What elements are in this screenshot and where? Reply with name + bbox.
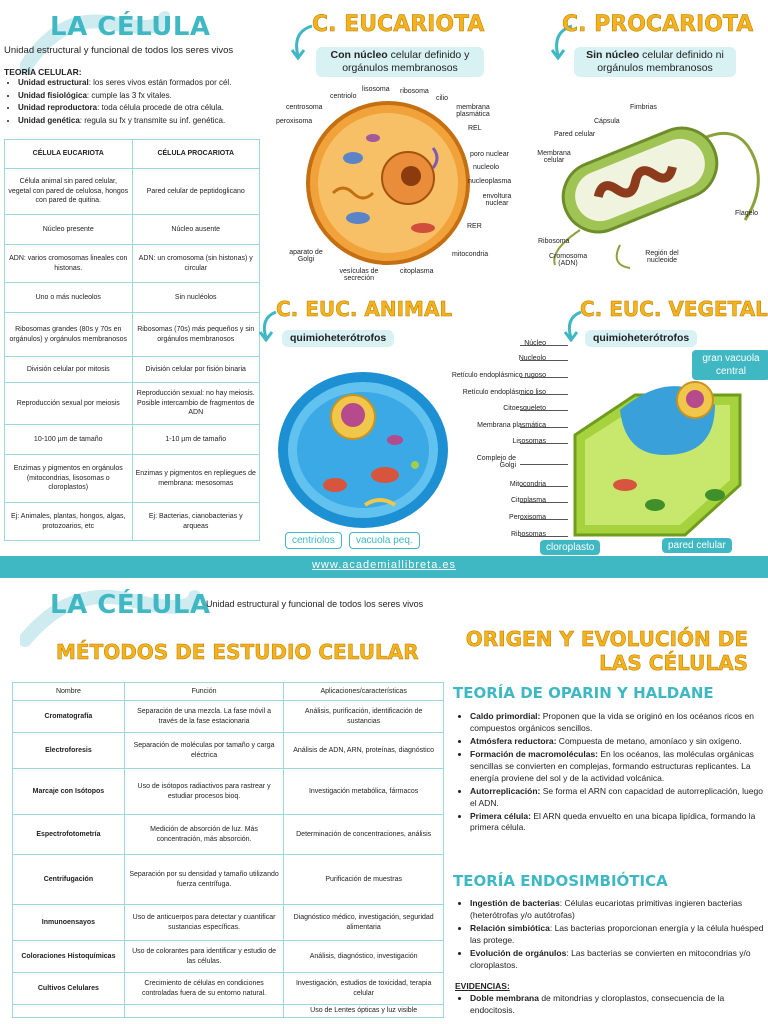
cell-theory-item	[18, 90, 276, 101]
eukaryote-title: C. EUCARIOTA	[312, 12, 485, 37]
prokaryote-label: Cápsula	[594, 118, 620, 125]
table-cell: Análisis de ADN, ARN, proteínas, diagnóstico	[284, 733, 444, 769]
table-row	[13, 905, 444, 941]
methods-title: MÉTODOS DE ESTUDIO CELULAR	[56, 640, 419, 664]
eukaryote-label: ribosoma	[400, 88, 429, 95]
comparison-table-wrap	[4, 139, 260, 541]
table-cell: Purificación de muestras	[284, 855, 444, 905]
origin-title	[456, 627, 748, 675]
table-cell: Pared celular de peptidoglicano	[132, 169, 260, 215]
organelle-label: Peroxisoma	[509, 514, 546, 521]
table-cell	[124, 1005, 283, 1018]
table-cell: 10-100 µm de tamaño	[5, 425, 133, 455]
oparin-item-text: En los océanos, las moléculas orgánicas sencillas se convierten en complejas, formando estructuras replicantes. La energía proviene del sol y de la actividad volcánica.	[470, 749, 754, 783]
table-header: CÉLULA PROCARIOTA	[132, 140, 260, 169]
table-cell: Reproducción sexual: no hay meiosis. Posible intercambio de fragmentos de ADN	[132, 383, 260, 425]
prokaryote-label: Fimbrias	[630, 104, 657, 111]
table-header: Nombre	[13, 683, 125, 701]
table-cell: Espectrofotometría	[13, 815, 125, 855]
oparin-item	[470, 736, 768, 748]
eukaryote-label: envoltura nuclear	[482, 193, 512, 207]
oparin-item-text: Compuesta de metano, amoníaco y sin oxígeno.	[556, 735, 742, 746]
cell-theory-item-text: : cumple las 3 fx vitales.	[86, 90, 172, 100]
eukaryote-label: vesículas de secreción	[339, 268, 379, 282]
methods-table-wrap	[12, 682, 444, 1018]
table-cell: Centrifugación	[13, 855, 125, 905]
eukaryote-label: lisosoma	[362, 86, 390, 93]
oparin-item-text: El ARN queda envuelto en una bicapa lipídica, formando la primera célula.	[470, 810, 756, 833]
table-cell: Electroforesis	[13, 733, 125, 769]
eukaryote-label: RER	[467, 223, 482, 230]
eukaryote-label: poro nuclear	[470, 151, 509, 158]
cell-theory-item-bold: Unidad genética	[18, 115, 80, 125]
table-header: Función	[124, 683, 283, 701]
table-cell: Análisis, purificación, identificación de sustancias	[284, 701, 444, 733]
table-cell: División celular por mitosis	[5, 357, 133, 383]
table-cell: Separación por su densidad y tamaño utilizando fuerza centrífuga.	[124, 855, 283, 905]
prokaryote-title: C. PROCARIOTA	[562, 12, 754, 37]
eukaryote-label: cilio	[436, 95, 449, 102]
prokaryote-label: Región del nucleoide	[645, 250, 679, 264]
oparin-list	[456, 711, 768, 836]
table-cell: Núcleo presente	[5, 215, 133, 245]
organelle-leader-line	[520, 394, 568, 395]
organelle-label: Nucleolo	[518, 355, 546, 362]
table-row	[13, 855, 444, 905]
eukaryote-label: aparato de Golgi	[289, 249, 323, 263]
prokaryote-label: Flagelo	[735, 210, 758, 217]
cell-theory-list	[4, 77, 276, 126]
endosymbiotic-item-bold: Ingestión de bacterias	[470, 898, 560, 908]
oparin-title: TEORÍA DE OPARIN Y HALDANE	[453, 684, 714, 702]
eukaryote-label: nucleoplasma	[468, 178, 512, 185]
plant-cell-illustration	[565, 365, 750, 540]
eukaryote-label: REL	[468, 125, 482, 132]
animal-tag-centrioles: centriolos	[285, 532, 342, 549]
eukaryote-label: nucleolo	[473, 164, 500, 171]
cell-theory-item-text: : regula su fx y transmite su inf. genética.	[79, 115, 226, 125]
table-cell: Enzimas y pigmentos en repliegues de membrana: mesosomas	[132, 455, 260, 503]
cell-theory-label: TEORÍA CELULAR:	[4, 67, 82, 77]
organelle-label: Retículo endoplásmico rugoso	[451, 372, 546, 379]
table-row	[5, 455, 260, 503]
eukaryote-label: membrana plasmática	[456, 104, 490, 118]
origin-title-line2: LAS CÉLULAS	[599, 651, 748, 675]
oparin-item-bold: Caldo primordial:	[470, 711, 541, 721]
table-cell: Crecimiento de células en condiciones controladas fuera de su entorno natural.	[124, 973, 283, 1005]
table-cell: Célula animal sin pared celular, vegetal con pared de celulosa, hongos con pared de quitina.	[5, 169, 133, 215]
table-cell: Uso de isótopos radiactivos para rastrear y estudiar procesos bioq.	[124, 769, 283, 815]
table-cell: Uno o más nucleolos	[5, 283, 133, 313]
organelle-label: Citoesqueleto	[503, 405, 546, 412]
table-row	[13, 815, 444, 855]
animal-cell-tag: quimioheterótrofos	[282, 330, 394, 347]
endosymbiotic-item	[470, 948, 768, 971]
table-cell: Diagnóstico médico, investigación, seguridad alimentaria	[284, 905, 444, 941]
oparin-item	[470, 711, 768, 734]
table-cell	[13, 1005, 125, 1018]
oparin-item-bold: Autorreplicación:	[470, 785, 541, 796]
organelle-label: Lisosomas	[512, 438, 546, 445]
eukaryote-desc-text: celular definido y orgánulos membranosos	[342, 49, 470, 75]
cell-theory	[4, 67, 276, 127]
table-cell: Ej: Animales, plantas, hongos, algas, protozoarios, etc	[5, 503, 133, 541]
prokaryote-label: Pared celular	[554, 131, 596, 138]
plant-cell-title: C. EUC. VEGETAL	[580, 297, 768, 321]
endosymbiotic-item-text: : Las bacterias se convierten en mitocondrias y/o cloroplastos.	[470, 947, 751, 970]
eukaryote-label: centriolo	[330, 93, 357, 100]
organelle-leader-line	[520, 519, 568, 520]
table-header: CÉLULA EUCARIOTA	[5, 140, 133, 169]
table-cell: Uso de Lentes ópticas y luz visible	[284, 1005, 444, 1018]
table-cell: Investigación metabólica, fármacos	[284, 769, 444, 815]
organelle-label: Complejo de Golgi	[476, 455, 516, 469]
page-title: LA CÉLULA	[50, 12, 211, 42]
table-row	[13, 769, 444, 815]
plant-tag-central-vacuole: gran vacuola central	[692, 350, 768, 380]
organelle-leader-line	[520, 486, 568, 487]
oparin-item-text: Se forma el ARN con capacidad de autorreplicación, luego el ADN.	[470, 785, 763, 808]
table-cell: Medición de absorción de luz. Más concentración, más absorción.	[124, 815, 283, 855]
table-cell: Ribosomas (70s) más pequeños y sin orgánulos membranosos	[132, 313, 260, 357]
eukaryote-label: centrosoma	[286, 104, 323, 111]
cell-theory-item-text: : los seres vivos están formados por cél.	[88, 78, 232, 87]
evidence-item-text: de mitondrias y cloroplastos, consecuencia de la endocitosis.	[470, 993, 725, 1015]
table-cell: Uso de anticuerpos para detectar y cuantificar sustancias específicas.	[124, 905, 283, 941]
cell-theory-item	[18, 102, 276, 113]
prokaryote-label: Cromosoma (ADN)	[549, 253, 588, 267]
evidence-item-bold: Doble membrana	[470, 993, 539, 1003]
comparison-table	[4, 139, 260, 541]
table-cell: Uso de colorantes para identificar y estudio de las células.	[124, 941, 283, 973]
eukaryote-label: mitocondria	[452, 251, 489, 258]
oparin-item	[470, 749, 768, 784]
table-cell: Análisis, diagnóstico, investigación	[284, 941, 444, 973]
organelle-leader-line	[520, 443, 568, 444]
organelle-leader-line	[520, 427, 568, 428]
prokaryote-cell-illustration	[540, 100, 768, 270]
organelle-leader-line	[520, 464, 568, 465]
evidence-item	[470, 993, 768, 1016]
animal-cell-title: C. EUC. ANIMAL	[276, 297, 453, 321]
table-cell: Coloraciones Histoquímicas	[13, 941, 125, 973]
table-cell: Ej: Bacterias, cianobacterias y arqueas	[132, 503, 260, 541]
table-cell: Investigación, estudios de toxicidad, terapia celular	[284, 973, 444, 1005]
endosymbiotic-item-text: : Las bacterias proporcionan energía y la célula huésped las protege.	[470, 922, 764, 945]
organelle-leader-line	[520, 536, 568, 537]
table-cell: 1-10 µm de tamaño	[132, 425, 260, 455]
table-row	[5, 503, 260, 541]
oparin-item-bold: Atmósfera reductora:	[470, 735, 557, 746]
table-cell: Reproducción sexual por meiosis	[5, 383, 133, 425]
evidence-label: EVIDENCIAS:	[455, 981, 510, 991]
methods-table	[12, 682, 444, 1018]
table-cell: ADN: un cromosoma (sin histonas) y circular	[132, 245, 260, 283]
eukaryote-desc-bold: Con núcleo	[330, 49, 388, 61]
eukaryote-label: peroxisoma	[276, 118, 313, 125]
table-row	[5, 215, 260, 245]
table-header: Aplicaciones/características	[284, 683, 444, 701]
organelle-label: Retículo endoplásmico liso	[462, 389, 546, 396]
table-cell: Núcleo ausente	[132, 215, 260, 245]
page-title-2: LA CÉLULA	[50, 590, 211, 620]
table-cell: Separación de una mezcla. La fase móvil a través de la fase estacionaria	[124, 701, 283, 733]
table-row	[13, 733, 444, 769]
cell-theory-item-text: : toda célula procede de otra célula.	[97, 103, 224, 113]
table-row	[13, 701, 444, 733]
table-row	[5, 245, 260, 283]
table-row	[5, 425, 260, 455]
table-cell: Separación de moléculas por tamaño y carga eléctrica	[124, 733, 283, 769]
organelle-leader-line	[520, 410, 568, 411]
endosymbiotic-item-bold: Relación simbiótica	[470, 922, 550, 933]
table-cell: Ribosomas grandes (80s y 70s en orgánulos) y orgánulos membranosos	[5, 313, 133, 357]
cell-theory-item-bold: Unidad fisiológica	[18, 90, 87, 100]
table-row	[5, 357, 260, 383]
table-cell: Marcaje con Isótopos	[13, 769, 125, 815]
table-row	[5, 169, 260, 215]
table-row	[5, 283, 260, 313]
eukaryote-label: citoplasma	[400, 268, 434, 275]
table-row	[13, 941, 444, 973]
table-row	[13, 973, 444, 1005]
oparin-item	[470, 811, 768, 834]
eukaryote-description	[316, 47, 484, 77]
table-cell: Cultivos Celulares	[13, 973, 125, 1005]
endosymbiotic-item	[470, 898, 768, 921]
table-cell: División celular por fisión binaria	[132, 357, 260, 383]
table-row	[13, 1005, 444, 1018]
plant-tag-chloroplast: cloroplasto	[540, 540, 600, 555]
oparin-item-bold: Primera célula:	[470, 810, 531, 821]
oparin-item-bold: Formación de macromoléculas:	[470, 749, 599, 760]
cell-theory-item	[18, 115, 276, 126]
cell-theory-item-bold: Unidad reproductora	[18, 103, 98, 113]
eukaryote-cell-illustration	[303, 98, 473, 268]
animal-cell-illustration	[275, 355, 450, 535]
oparin-item	[470, 786, 768, 809]
table-row	[5, 383, 260, 425]
table-row	[5, 313, 260, 357]
prokaryote-desc-bold: Sin núcleo	[586, 49, 640, 61]
animal-tag-small-vacuole: vacuola peq.	[349, 532, 420, 549]
table-cell: ADN: varios cromosomas lineales con histonas.	[5, 245, 133, 283]
table-cell: Determinación de concentraciones, análisis	[284, 815, 444, 855]
organelle-label: Membrana plasmática	[477, 422, 546, 429]
endosymbiotic-list	[456, 898, 768, 973]
organelle-label: Citoplasma	[510, 497, 546, 504]
organelle-leader-line	[520, 345, 568, 346]
organelle-leader-line	[520, 377, 568, 378]
endosymbiotic-item	[470, 923, 768, 946]
plant-cell-tag: quimioheterótrofos	[585, 330, 697, 347]
table-cell: Sin nucléolos	[132, 283, 260, 313]
endosymbiotic-item-bold: Evolución de orgánulos	[470, 947, 567, 958]
page-subtitle: Unidad estructural y funcional de todos los seres vivos	[4, 45, 234, 56]
organelle-label: Ribosomas	[510, 531, 546, 538]
prokaryote-description	[574, 47, 736, 77]
endosymbiotic-item-text: : Células eucariotas primitivas ingieren bacterias (heterótrofas y/o autótrofas)	[470, 898, 743, 920]
organelle-leader-line	[520, 360, 568, 361]
table-cell: Enzimas y pigmentos en orgánulos (mitocondrias, lisosomas o cloroplastos)	[5, 455, 133, 503]
prokaryote-label: Membrana celular	[537, 150, 571, 164]
organelle-label: Mitocondria	[509, 481, 546, 488]
organelle-leader-line	[520, 502, 568, 503]
cell-theory-item	[18, 77, 276, 88]
page-subtitle-2: Unidad estructural y funcional de todos los seres vivos	[206, 599, 424, 609]
endosymbiotic-title: TEORÍA ENDOSIMBIÓTICA	[453, 872, 668, 890]
organelle-label: Núcleo	[524, 340, 546, 347]
origin-title-line1: ORIGEN Y EVOLUCIÓN DE	[465, 627, 748, 651]
cell-theory-item-bold: Unidad estructural	[18, 78, 89, 87]
plant-tag-cell-wall: pared celular	[662, 538, 732, 553]
website-link[interactable]: www.academiallibreta.es	[311, 559, 457, 571]
evidence-list	[456, 993, 768, 1018]
prokaryote-desc-text: celular definido ni orgánulos membranosos	[597, 49, 724, 75]
table-cell: Inmunoensayos	[13, 905, 125, 941]
oparin-item-text: Proponen que la vida se originó en los océanos ricos en compuestos orgánicos sencillos.	[470, 711, 754, 733]
prokaryote-label: Ribosoma	[538, 238, 570, 245]
table-cell: Cromatografía	[13, 701, 125, 733]
